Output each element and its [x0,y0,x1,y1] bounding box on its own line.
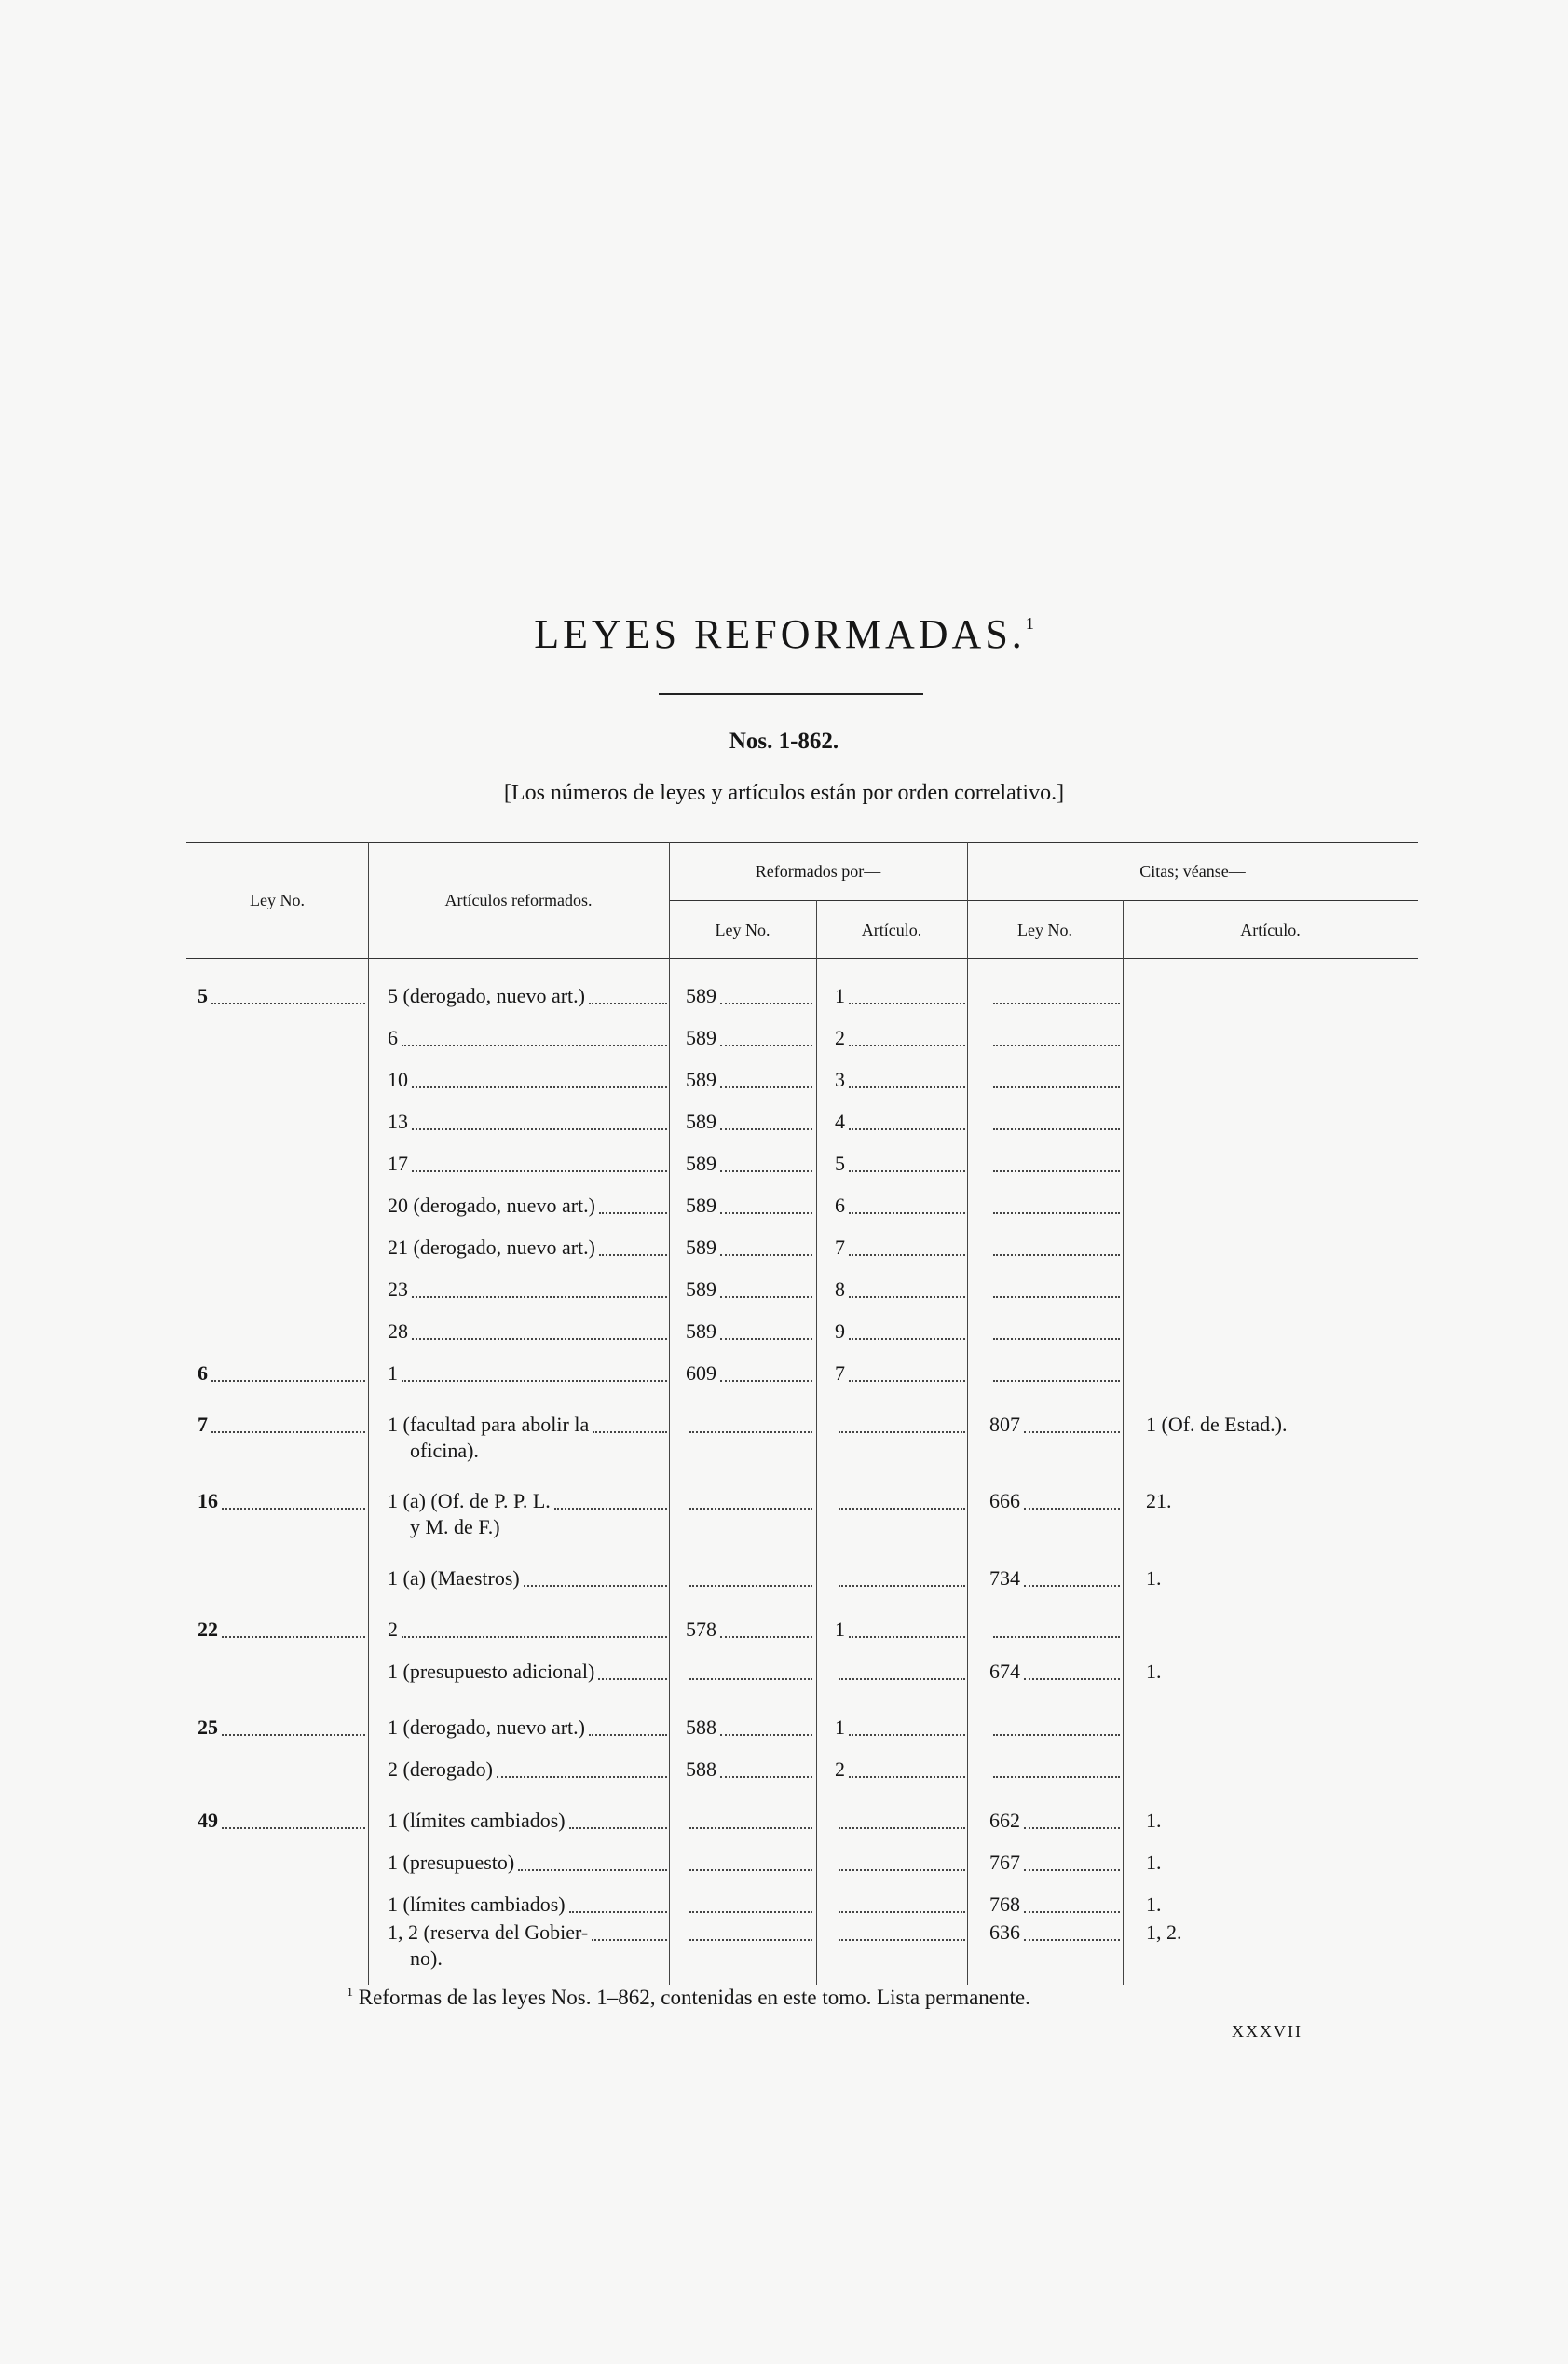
cell-articulo-continuation: no). [410,1947,443,1970]
dot-leader [849,1045,965,1046]
cell-ref-ley: 589 [686,1194,716,1217]
cell-ref-ley: 589 [686,1152,716,1175]
cell-ref-art: 1 [835,984,845,1007]
cell-cita-art: 1. [1146,1566,1162,1590]
cell-cita-art: 1. [1146,1809,1162,1832]
dot-leader [1024,1508,1120,1510]
cell-ref-ley: 589 [686,1278,716,1301]
cell-articulo: 23 [388,1278,408,1301]
title-rule [659,693,923,695]
dot-leader [720,1254,812,1256]
dot-leader [689,1585,812,1587]
header-citas-ley: Ley No. [1017,921,1072,939]
dot-leader [1024,1431,1120,1433]
cell-ref-art: 2 [835,1026,845,1049]
cell-ref-art: 5 [835,1152,845,1175]
cell-ley: 5 [198,984,208,1007]
dot-leader [1024,1939,1120,1941]
cell-cita-art: 1. [1146,1893,1162,1916]
cell-cita-ley: 767 [989,1851,1020,1874]
cell-articulo: 1 (presupuesto adicional) [388,1660,595,1683]
cell-articulo: 20 (derogado, nuevo art.) [388,1194,595,1217]
dot-leader [412,1086,667,1088]
dot-leader [720,1636,812,1638]
column-rule-3 [816,900,817,1985]
dot-leader [524,1585,667,1587]
cell-articulo: 17 [388,1152,408,1175]
title-footnote-mark: 1 [1025,614,1034,633]
dot-leader [599,1254,667,1256]
header-bottom-rule [186,958,1418,959]
dot-leader [211,1431,365,1433]
dot-leader [849,1003,965,1004]
cell-ref-ley: 589 [686,1026,716,1049]
dot-leader [222,1734,365,1736]
header-citas: Citas; véanse— [1139,862,1246,881]
cell-ref-art: 7 [835,1236,845,1259]
cell-ley: 25 [198,1715,218,1739]
cell-articulo: 2 (derogado) [388,1757,494,1781]
ordering-note: [Los números de leyes y artículos están por orden correlativo.] [503,781,1065,805]
dot-leader [689,1869,812,1871]
header-reformados-articulo: Artículo. [861,921,922,939]
dot-leader [993,1254,1120,1256]
dot-leader [589,1003,667,1004]
cell-ley: 7 [198,1413,208,1436]
title-text: LEYES REFORMADAS. [534,611,1026,657]
dot-leader [720,1128,812,1130]
dot-leader [598,1678,667,1680]
dot-leader [1024,1585,1120,1587]
dot-leader [993,1128,1120,1130]
dot-leader [720,1170,812,1172]
cell-cita-ley: 674 [989,1660,1020,1683]
dot-leader [689,1911,812,1913]
dot-leader [1024,1869,1120,1871]
dot-leader [839,1827,965,1829]
dot-leader [569,1827,667,1829]
column-rule-5 [1123,900,1124,1985]
cell-articulo: 1 (a) (Of. de P. P. L. [388,1489,551,1512]
cell-ref-ley: 589 [686,1110,716,1133]
dot-leader [412,1170,667,1172]
dot-leader [839,1678,965,1680]
dot-leader [849,1086,965,1088]
reformados-subrule [669,900,967,901]
dot-leader [720,1003,812,1004]
dot-leader [839,1911,965,1913]
cell-articulo-continuation: y M. de F.) [410,1515,500,1538]
dot-leader [518,1869,667,1871]
column-rule-2 [669,842,670,1985]
dot-leader [839,1508,965,1510]
cell-ref-art: 3 [835,1068,845,1091]
header-citas-articulo: Artículo. [1240,921,1301,939]
header-reformados-por: Reformados por— [755,862,881,881]
dot-leader [412,1338,667,1340]
dot-leader [993,1212,1120,1214]
footnote [347,1986,1030,2010]
subtitle: Nos. 1-862. [729,729,839,754]
dot-leader [593,1431,667,1433]
cell-ref-ley: 589 [686,984,716,1007]
cell-cita-ley: 768 [989,1893,1020,1916]
cell-ref-ley: 609 [686,1361,716,1385]
cell-cita-ley: 734 [989,1566,1020,1590]
dot-leader [1024,1827,1120,1829]
dot-leader [849,1254,965,1256]
dot-leader [849,1170,965,1172]
cell-ref-ley: 589 [686,1068,716,1091]
table-top-rule [186,842,1418,843]
cell-articulo: 1 (presupuesto) [388,1851,515,1874]
cell-cita-ley: 662 [989,1809,1020,1832]
dot-leader [720,1212,812,1214]
dot-leader [720,1045,812,1046]
footnote-text: Reformas de las leyes Nos. 1–862, contenidas en este tomo. Lista permanente. [358,1986,1030,2009]
cell-articulo: 1 (derogado, nuevo art.) [388,1715,585,1739]
dot-leader [993,1636,1120,1638]
dot-leader [839,1585,965,1587]
cell-articulo: 1 (facultad para abolir la [388,1413,590,1436]
dot-leader [402,1636,667,1638]
cell-ref-ley: 588 [686,1757,716,1781]
cell-ley: 16 [198,1489,218,1512]
dot-leader [689,1827,812,1829]
dot-leader [993,1045,1120,1046]
cell-cita-ley: 666 [989,1489,1020,1512]
footnote-mark: 1 [347,1986,353,2001]
dot-leader [993,1003,1120,1004]
dot-leader [993,1734,1120,1736]
cell-ref-art: 8 [835,1278,845,1301]
cell-articulo-continuation: oficina). [410,1439,479,1462]
dot-leader [402,1045,667,1046]
cell-cita-art: 1, 2. [1146,1920,1182,1944]
cell-ref-ley: 589 [686,1236,716,1259]
dot-leader [849,1734,965,1736]
page-number: XXXVII [1232,2022,1302,2041]
header-articulos-reformados: Artículos reformados. [444,891,593,909]
dot-leader [412,1296,667,1298]
citas-subrule [967,900,1418,901]
dot-leader [689,1678,812,1680]
cell-cita-art: 21. [1146,1489,1172,1512]
cell-articulo: 6 [388,1026,398,1049]
dot-leader [720,1086,812,1088]
cell-cita-art: 1. [1146,1851,1162,1874]
dot-leader [993,1170,1120,1172]
dot-leader [720,1776,812,1778]
cell-articulo: 13 [388,1110,408,1133]
dot-leader [720,1380,812,1382]
dot-leader [849,1338,965,1340]
dot-leader [993,1338,1120,1340]
cell-articulo: 1 [388,1361,398,1385]
cell-articulo: 1, 2 (reserva del Gobier- [388,1920,589,1944]
cell-articulo: 21 (derogado, nuevo art.) [388,1236,595,1259]
dot-leader [211,1380,365,1382]
cell-ley: 6 [198,1361,208,1385]
cell-articulo: 10 [388,1068,408,1091]
header-reformados-ley: Ley No. [715,921,770,939]
cell-ref-ley: 578 [686,1618,716,1641]
cell-articulo: 1 (límites cambiados) [388,1893,566,1916]
header-ley-no: Ley No. [250,891,305,909]
dot-leader [993,1776,1120,1778]
cell-ref-art: 1 [835,1618,845,1641]
dot-leader [402,1380,667,1382]
cell-ref-art: 6 [835,1194,845,1217]
dot-leader [849,1212,965,1214]
dot-leader [554,1508,667,1510]
cell-ref-art: 4 [835,1110,845,1133]
cell-ref-ley: 589 [686,1319,716,1343]
cell-ley: 49 [198,1809,218,1832]
dot-leader [849,1776,965,1778]
dot-leader [849,1380,965,1382]
dot-leader [720,1734,812,1736]
dot-leader [849,1128,965,1130]
dot-leader [720,1296,812,1298]
dot-leader [993,1086,1120,1088]
cell-ref-art: 9 [835,1319,845,1343]
column-rule-4 [967,842,968,1985]
dot-leader [222,1636,365,1638]
dot-leader [689,1431,812,1433]
dot-leader [222,1827,365,1829]
dot-leader [839,1431,965,1433]
dot-leader [1024,1911,1120,1913]
cell-cita-art: 1 (Of. de Estad.). [1146,1413,1288,1436]
dot-leader [497,1776,667,1778]
cell-articulo: 1 (a) (Maestros) [388,1566,520,1590]
cell-ref-art: 7 [835,1361,845,1385]
cell-articulo: 5 (derogado, nuevo art.) [388,984,585,1007]
page-title [0,610,1568,658]
dot-leader [211,1003,365,1004]
cell-articulo: 1 (límites cambiados) [388,1809,566,1832]
dot-leader [993,1380,1120,1382]
cell-cita-ley: 807 [989,1413,1020,1436]
cell-articulo: 2 [388,1618,398,1641]
cell-articulo: 28 [388,1319,408,1343]
dot-leader [222,1508,365,1510]
dot-leader [839,1869,965,1871]
dot-leader [589,1734,667,1736]
dot-leader [412,1128,667,1130]
dot-leader [689,1939,812,1941]
dot-leader [1024,1678,1120,1680]
cell-ref-ley: 588 [686,1715,716,1739]
dot-leader [569,1911,667,1913]
dot-leader [849,1296,965,1298]
column-rule-1 [368,842,369,1985]
dot-leader [592,1939,667,1941]
dot-leader [993,1296,1120,1298]
dot-leader [599,1212,667,1214]
cell-ref-art: 1 [835,1715,845,1739]
cell-ley: 22 [198,1618,218,1641]
dot-leader [849,1636,965,1638]
cell-cita-art: 1. [1146,1660,1162,1683]
cell-cita-ley: 636 [989,1920,1020,1944]
dot-leader [839,1939,965,1941]
dot-leader [689,1508,812,1510]
cell-ref-art: 2 [835,1757,845,1781]
dot-leader [720,1338,812,1340]
